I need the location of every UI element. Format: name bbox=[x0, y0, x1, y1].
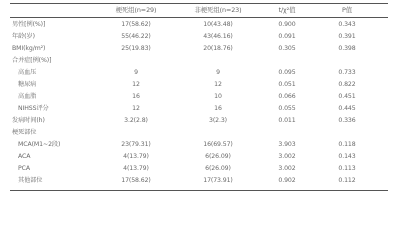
row-cell: 16 bbox=[132, 93, 140, 100]
row-cell: 3(2.3) bbox=[208, 117, 227, 124]
row-cell: 0.902 bbox=[278, 177, 296, 184]
row-cell: 43(46.16) bbox=[203, 33, 233, 40]
section-label: 合并症[例(%)] bbox=[12, 57, 52, 64]
row-cell: 10(43.48) bbox=[203, 21, 233, 28]
row-label: 其他部位 bbox=[18, 177, 43, 184]
row-cell: 0.051 bbox=[278, 81, 296, 88]
table-bottom-rule bbox=[10, 190, 388, 191]
row-cell: 3.903 bbox=[278, 141, 296, 148]
row-cell: 0.733 bbox=[338, 69, 356, 76]
row-cell: 23(79.31) bbox=[121, 141, 151, 148]
row-cell: 3.002 bbox=[278, 165, 296, 172]
row-cell: 0.305 bbox=[278, 45, 296, 52]
row-cell: 25(19.83) bbox=[121, 45, 151, 52]
row-cell: 3.002 bbox=[278, 153, 296, 160]
row-cell: 0.822 bbox=[338, 81, 356, 88]
row-label: BMI(kg/m²) bbox=[12, 45, 46, 52]
row-label: ACA bbox=[18, 153, 31, 160]
row-cell: 0.143 bbox=[338, 153, 356, 160]
row-cell: 55(46.22) bbox=[121, 33, 151, 40]
row-cell: 4(13.79) bbox=[123, 153, 149, 160]
section-label: 梗死部位 bbox=[12, 129, 37, 136]
row-label: MCA(M1~2段) bbox=[18, 141, 61, 148]
row-cell: 0.336 bbox=[338, 117, 356, 124]
row-cell: 0.095 bbox=[278, 69, 296, 76]
header-col1: 梗死组(n=29) bbox=[115, 6, 157, 14]
header-col2: 非梗死组(n=23) bbox=[194, 6, 242, 14]
row-cell: 0.011 bbox=[278, 117, 296, 124]
row-cell: 12 bbox=[132, 81, 140, 88]
row-cell: 0.451 bbox=[338, 93, 356, 100]
row-cell: 0.112 bbox=[338, 177, 356, 184]
row-cell: 0.091 bbox=[278, 33, 296, 40]
header-col4: P值 bbox=[341, 6, 353, 14]
row-cell: 17(58.62) bbox=[121, 177, 151, 184]
header-col3: t/χ²值 bbox=[278, 6, 296, 14]
row-label: 糖尿病 bbox=[18, 81, 37, 88]
row-cell: 16(69.57) bbox=[203, 141, 233, 148]
row-cell: 0.055 bbox=[278, 105, 296, 112]
row-label: 发病时间(h) bbox=[12, 117, 45, 124]
row-label: 男性[例(%)] bbox=[12, 21, 46, 28]
row-cell: 20(18.76) bbox=[203, 45, 233, 52]
row-label: 高血脂 bbox=[18, 93, 37, 100]
row-cell: 4(13.79) bbox=[123, 165, 149, 172]
row-label: NIHSS评分 bbox=[18, 105, 49, 112]
row-cell: 10 bbox=[214, 93, 222, 100]
row-cell: 9 bbox=[216, 69, 220, 76]
row-cell: 0.343 bbox=[338, 21, 356, 28]
row-cell: 17(58.62) bbox=[121, 21, 151, 28]
row-cell: 16 bbox=[214, 105, 222, 112]
table-top-rule bbox=[10, 3, 388, 4]
row-label: 高血压 bbox=[18, 69, 37, 76]
row-cell: 17(73.91) bbox=[203, 177, 233, 184]
row-cell: 0.118 bbox=[338, 141, 356, 148]
row-cell: 0.391 bbox=[338, 33, 356, 40]
row-label: PCA bbox=[18, 165, 30, 172]
row-cell: 6(26.09) bbox=[205, 165, 231, 172]
row-cell: 3.2(2.8) bbox=[124, 117, 148, 124]
row-cell: 0.066 bbox=[278, 93, 296, 100]
row-cell: 12 bbox=[214, 81, 222, 88]
row-cell: 0.900 bbox=[278, 21, 296, 28]
row-cell: 0.398 bbox=[338, 45, 356, 52]
row-label: 年龄(岁) bbox=[12, 33, 35, 40]
row-cell: 0.113 bbox=[338, 165, 356, 172]
table-header-rule bbox=[10, 17, 388, 18]
row-cell: 9 bbox=[134, 69, 138, 76]
row-cell: 6(26.09) bbox=[205, 153, 231, 160]
row-cell: 12 bbox=[132, 105, 140, 112]
row-cell: 0.445 bbox=[338, 105, 356, 112]
